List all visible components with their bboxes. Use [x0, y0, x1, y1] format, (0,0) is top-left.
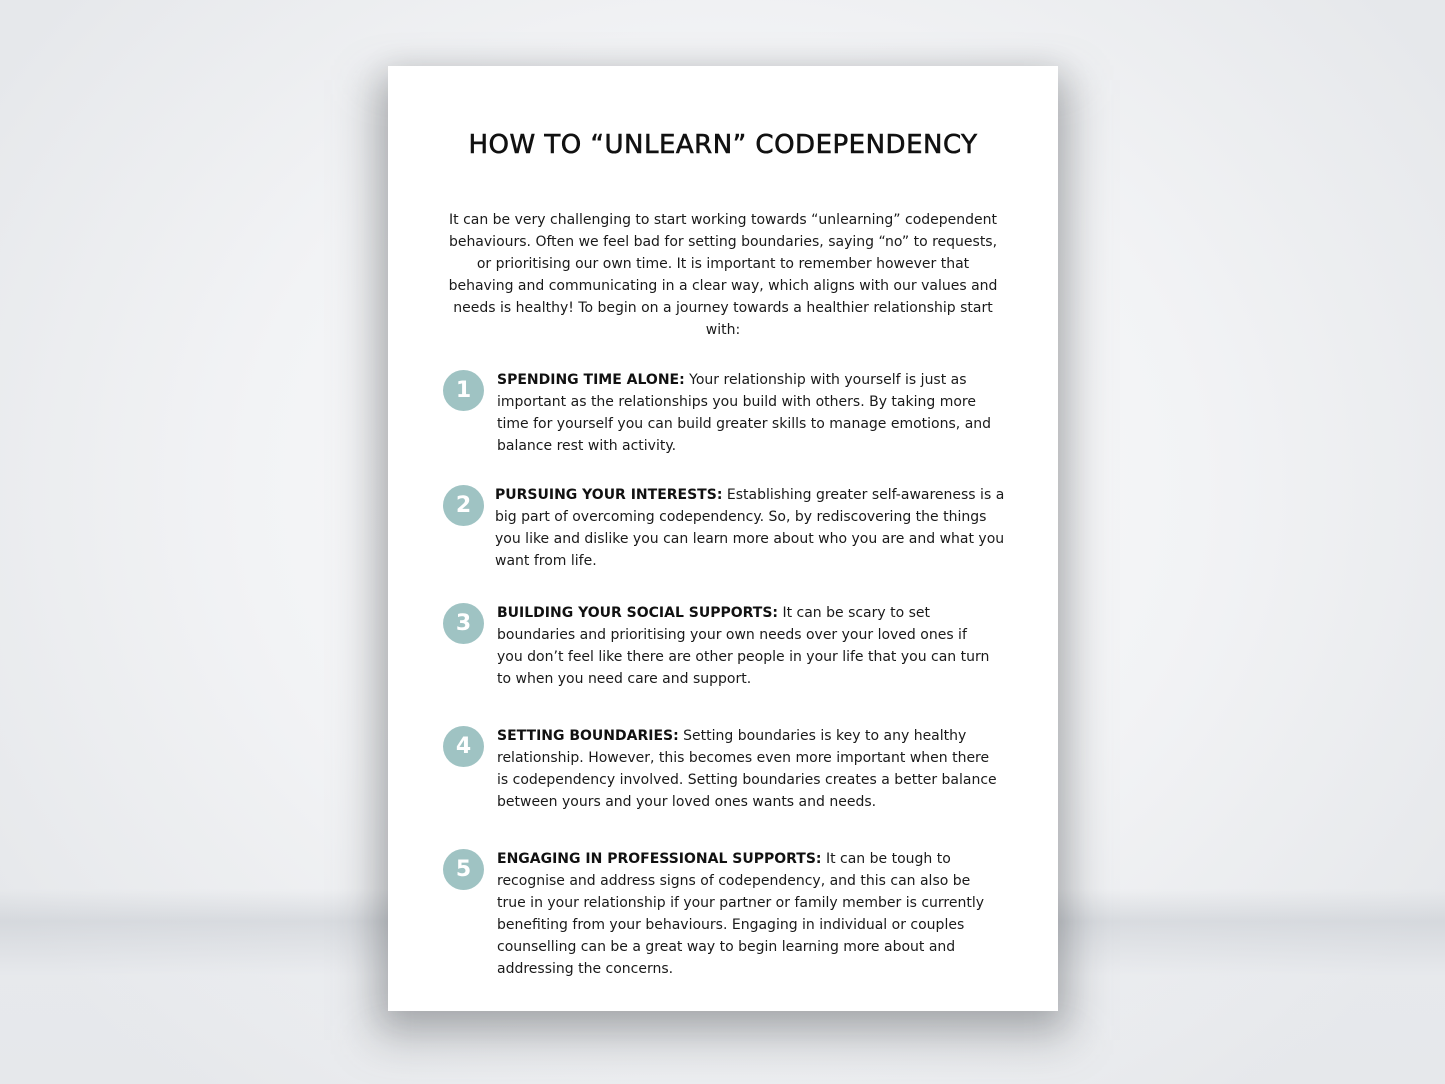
- intro-paragraph: It can be very challenging to start working towards “unlearning” codependent behaviours. Often we feel bad for setting boundaries, saying “no” to requests, or prioritising our own time. It is important to remember however that behaving and communicating in a clear way, which aligns with our values and needs is healthy! To begin on a journey towards a healthier relationship start with:: [448, 212, 998, 338]
- page-title: HOW TO “UNLEARN” CODEPENDENCY: [468, 130, 978, 160]
- item-paragraph: [497, 369, 1007, 457]
- item-heading: PURSUING YOUR INTERESTS:: [495, 487, 723, 503]
- item-paragraph: [495, 484, 1011, 572]
- item-heading: BUILDING YOUR SOCIAL SUPPORTS:: [497, 605, 778, 621]
- number-badge-4: 4: [443, 726, 484, 767]
- number-badge-5: 5: [443, 849, 484, 890]
- number-badge-1: 1: [443, 370, 484, 411]
- item-paragraph: [497, 602, 997, 690]
- item-body: It can be scary to set boundaries and prioritising your own needs over your loved ones if you don’t feel like there are other people in your life that you can turn to when you need care and support.: [497, 605, 990, 687]
- item-heading: ENGAGING IN PROFESSIONAL SUPPORTS:: [497, 851, 822, 867]
- document-page: [388, 66, 1058, 1011]
- item-heading: SETTING BOUNDARIES:: [497, 728, 679, 744]
- item-paragraph: [497, 848, 1003, 980]
- item-body: It can be tough to recognise and address signs of codependency, and this can also be true in your relationship if your partner or family member is currently benefiting from your behaviours. Engaging in individual or couples counselling can be a great way to begin learning more about and addressing the concerns.: [497, 851, 985, 977]
- item-heading: SPENDING TIME ALONE:: [497, 372, 685, 388]
- item-body: Establishing greater self-awareness is a big part of overcoming codependency. So, by rediscovering the things you like and dislike you can learn more about who you are and what you want from life.: [495, 487, 1005, 569]
- item-body: Your relationship with yourself is just as important as the relationships you build with others. By taking more time for yourself you can build greater skills to manage emotions, and balance rest with activity.: [497, 372, 992, 454]
- item-paragraph: [497, 725, 997, 813]
- number-badge-2: 2: [443, 485, 484, 526]
- item-body: Setting boundaries is key to any healthy relationship. However, this becomes even more important when there is codependency involved. Setting boundaries creates a better balance between yours and your loved ones wants and needs.: [497, 728, 997, 810]
- number-badge-3: 3: [443, 603, 484, 644]
